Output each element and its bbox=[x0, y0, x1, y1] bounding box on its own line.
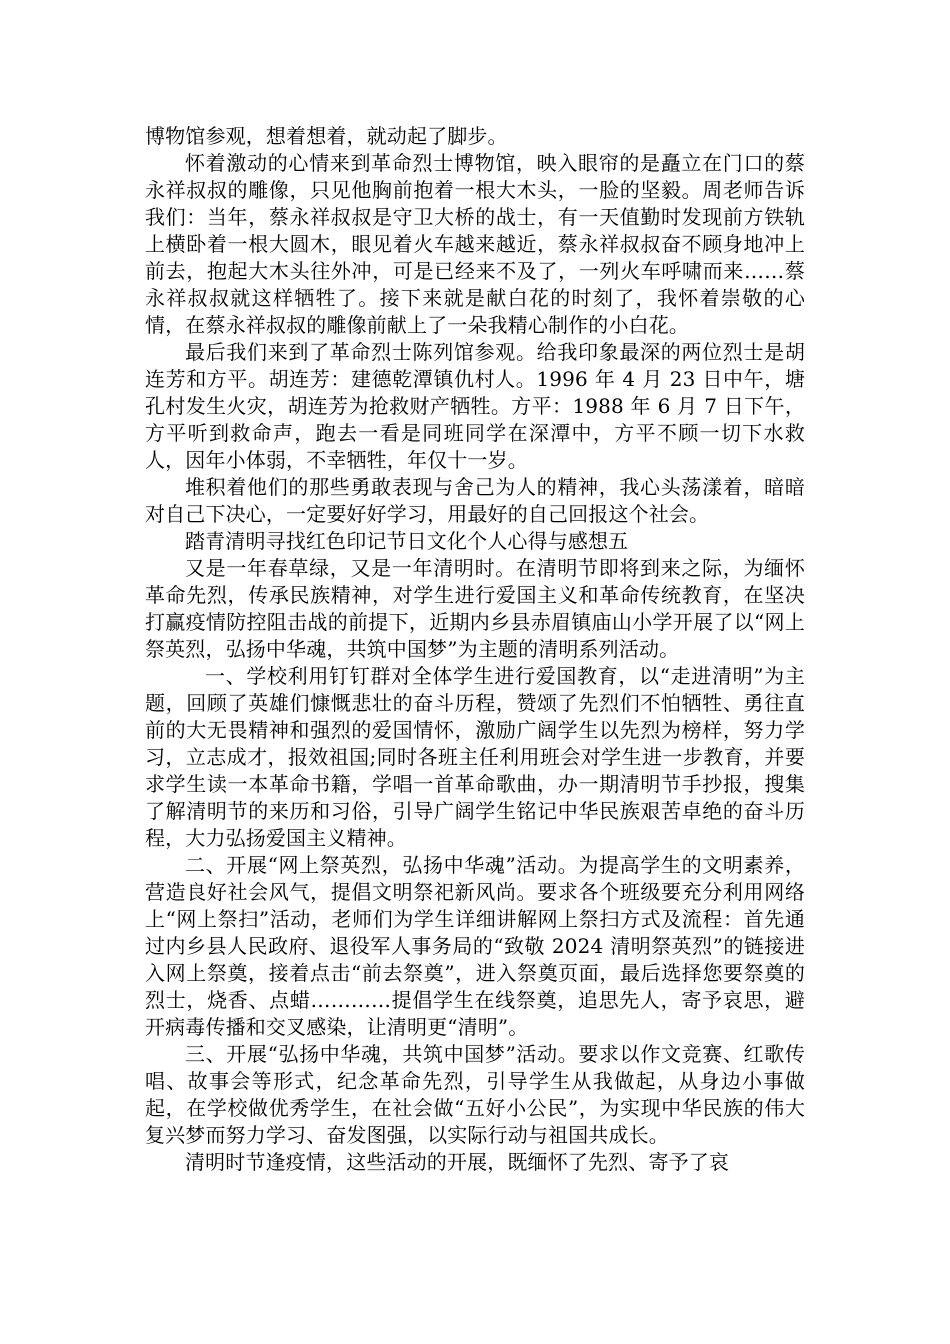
paragraph-museum-intro: 博物馆参观，想着想着，就动起了脚步。 bbox=[145, 124, 508, 148]
paragraph-conclusion: 清明时节逢疫情，这些活动的开展，既缅怀了先烈、寄予了哀 bbox=[185, 1150, 730, 1174]
document-page bbox=[145, 123, 805, 1176]
paragraph-activity-one: 一、学校利用钉钉群对全体学生进行爱国教育，以“走进清明”为主题，回顾了英雄们慷慨悲壮的奋斗历程，赞颂了先烈们不怕牺牲、勇往直前的大无畏精神和强烈的爱国情怀，激励广阔学生以先烈为榜样，努力学习，立志成才，报效祖国;同时各班主任利用班会对学生进一步教育，并要求学生读一本革命书籍，学唱一首革命歌曲，办一期清明节手抄报，搜集了解清明节的来历和习俗，引导广阔学生铭记中华民族艰苦卓绝的奋斗历程，大力弘扬爱国主义精神。 bbox=[145, 664, 805, 850]
paragraph-qingming-intro: 又是一年春草绿，又是一年清明时。在清明节即将到来之际，为缅怀革命先烈，传承民族精神，对学生进行爱国主义和革命传统教育，在坚决打赢疫情防控阻击战的前提下，近期内乡县赤眉镇庙山小学开展了以“网上祭英烈，弘扬中华魂，共筑中国梦”为主题的清明系列活动。 bbox=[145, 556, 805, 661]
paragraph-resolution: 堆积着他们的那些勇敢表现与舍己为人的精神，我心头荡漾着，暗暗对自己下决心，一定要好好学习，用最好的自己回报这个社会。 bbox=[145, 475, 805, 526]
paragraph-martyrs-hall: 最后我们来到了革命烈士陈列馆参观。给我印象最深的两位烈士是胡连芳和方平。胡连芳：建德乾潭镇仇村人。1996 年 4 月 23 日中午，塘孔村发生火灾，胡连芳为抢救财产牺牲。方平：1988 年 6 月 7 日下午，方平听到救命声，跑去一看是同班同学在深潭中，方平不顾一切下水救人，因年小体弱，不幸牺牲，年仅十一岁。 bbox=[145, 340, 805, 472]
paragraph-statue: 怀着激动的心情来到革命烈士博物馆，映入眼帘的是矗立在门口的蔡永祥叔叔的雕像，只见他胸前抱着一根大木头，一脸的坚毅。周老师告诉我们：当年，蔡永祥叔叔是守卫大桥的战士，有一天值勤时发现前方铁轨上横卧着一根大圆木，眼见着火车越来越近，蔡永祥叔叔奋不顾身地冲上前去，抱起大木头往外冲，可是已经来不及了，一列火车呼啸而来……蔡永祥叔叔就这样牺牲了。接下来就是献白花的时刻了，我怀着崇敬的心情，在蔡永祥叔叔的雕像前献上了一朵我精心制作的小白花。 bbox=[145, 151, 805, 337]
paragraph-activity-three: 三、开展“弘扬中华魂，共筑中国梦”活动。要求以作文竞赛、红歌传唱、故事会等形式，纪念革命先烈，引导学生从我做起，从身边小事做起，在学校做优秀学生，在社会做“五好小公民”，为实现中华民族的伟大复兴梦而努力学习、奋发图强，以实际行动与祖国共成长。 bbox=[145, 1042, 805, 1147]
section-heading: 踏青清明寻找红色印记节日文化个人心得与感想五 bbox=[185, 529, 629, 553]
paragraph-activity-two: 二、开展“网上祭英烈，弘扬中华魂”活动。为提高学生的文明素养，营造良好社会风气，提倡文明祭祀新风尚。要求各个班级要充分利用网络上“网上祭扫”活动，老师们为学生详细讲解网上祭扫方式及流程：首先通过内乡县人民政府、退役军人事务局的“致敬 2024 清明祭英烈”的链接进入网上祭奠，接着点击“前去祭奠”，进入祭奠页面，最后选择您要祭奠的烈士，烧香、点蜡…………提倡学生在线祭奠，追思先人，寄予哀思，避开病毒传播和交叉感染，让清明更“清明”。 bbox=[145, 853, 805, 1039]
